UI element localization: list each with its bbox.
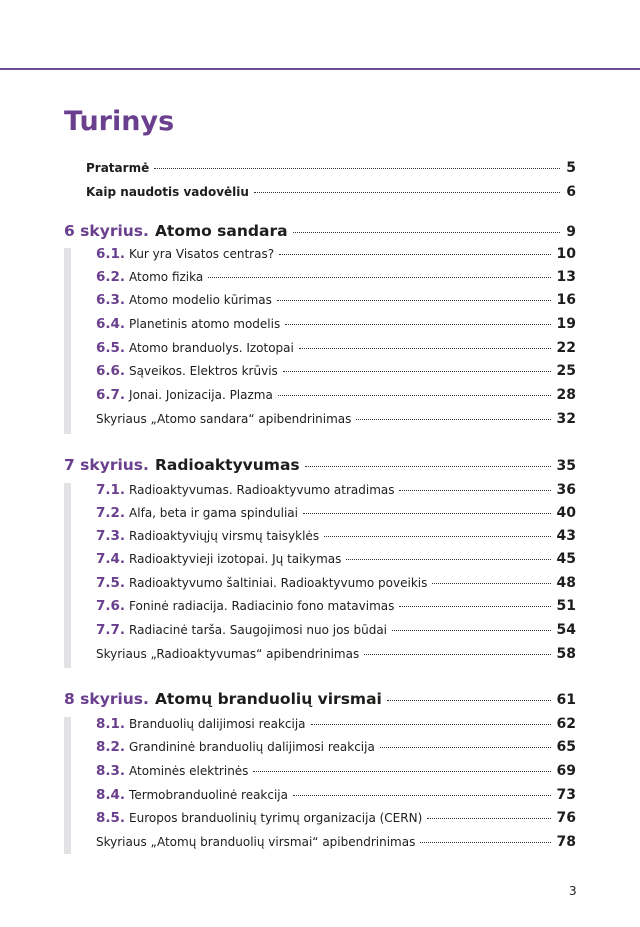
toc-chapter-6[interactable] (64, 222, 576, 240)
dot-leader (303, 513, 551, 514)
section-label: Radioaktyviųjų virsmų taisyklės (129, 529, 320, 543)
page-number: 9 (566, 224, 576, 240)
dot-leader (420, 842, 550, 843)
section-number: 6.1. (96, 246, 126, 262)
section-number: 6.5. (96, 340, 126, 356)
section-number: 7.2. (96, 505, 126, 521)
page-number: 54 (556, 622, 576, 638)
section-label: Atomo fizika (129, 270, 204, 284)
dot-leader (392, 630, 551, 631)
toc-section[interactable] (96, 340, 576, 356)
page-number: 16 (556, 292, 576, 308)
toc-section[interactable] (96, 716, 576, 732)
entry-label: Pratarmė (86, 161, 150, 175)
section-label: Radioaktyvieji izotopai. Jų taikymas (129, 552, 342, 566)
page-number: 6 (566, 184, 576, 200)
dot-leader (364, 654, 550, 655)
page-number: 48 (556, 575, 576, 591)
toc-section[interactable] (96, 246, 576, 262)
dot-leader (253, 771, 550, 772)
dot-leader (278, 395, 551, 396)
page-number: 35 (556, 458, 576, 474)
dot-leader (346, 559, 550, 560)
chapter-number: 6 skyrius. (64, 222, 149, 240)
chapter-title: Radioaktyvumas (154, 456, 300, 474)
dot-leader (285, 324, 550, 325)
page-title: Turinys (64, 106, 175, 137)
section-number: 7.5. (96, 575, 126, 591)
chapter-number: 8 skyrius. (64, 690, 149, 708)
page-number: 51 (556, 598, 576, 614)
dot-leader (427, 818, 550, 819)
toc-entry-how-to-use[interactable] (86, 184, 576, 200)
section-number: 8.1. (96, 716, 126, 732)
footer-page-number: 3 (569, 884, 577, 898)
toc-section[interactable] (96, 739, 576, 755)
page-number: 13 (556, 269, 576, 285)
summary-label: Skyriaus „Radioaktyvumas“ apibendrinimas (96, 647, 360, 661)
section-number: 7.4. (96, 551, 126, 567)
toc-section[interactable] (96, 787, 576, 803)
section-number: 6.2. (96, 269, 126, 285)
section-label: Radioaktyvumo šaltiniai. Radioaktyvumo poveikis (129, 576, 428, 590)
toc-section[interactable] (96, 505, 576, 521)
dot-leader (399, 606, 550, 607)
entry-label: Kaip naudotis vadovėliu (86, 185, 249, 199)
toc-section[interactable] (96, 387, 576, 403)
section-number: 7.7. (96, 622, 126, 638)
section-number: 7.1. (96, 482, 126, 498)
toc-section[interactable] (96, 528, 576, 544)
chapter-title: Atomo sandara (154, 222, 288, 240)
dot-leader (283, 371, 551, 372)
dot-leader (311, 724, 551, 725)
section-number: 8.4. (96, 787, 126, 803)
section-label: Europos branduolinių tyrimų organizacija (CERN) (129, 811, 423, 825)
page-number: 28 (556, 387, 576, 403)
page-number: 22 (556, 340, 576, 356)
section-label: Termobranduolinė reakcija (129, 788, 288, 802)
section-number: 8.3. (96, 763, 126, 779)
section-label: Kur yra Visatos centras? (129, 247, 275, 261)
page-number: 43 (556, 528, 576, 544)
page-number: 78 (556, 834, 576, 850)
dot-leader (305, 466, 551, 467)
dot-leader (293, 795, 551, 796)
section-number: 6.7. (96, 387, 126, 403)
page-number: 58 (556, 646, 576, 662)
section-label: Sąveikos. Elektros krūvis (129, 364, 278, 378)
chapter-6-sidebar-bar (64, 248, 71, 434)
toc-section[interactable] (96, 810, 576, 826)
page-number: 65 (556, 739, 576, 755)
toc-section[interactable] (96, 363, 576, 379)
dot-leader (277, 300, 551, 301)
section-number: 6.6. (96, 363, 126, 379)
dot-leader (154, 168, 560, 169)
section-label: Planetinis atomo modelis (129, 317, 281, 331)
chapter-title: Atomų branduolių virsmai (154, 690, 382, 708)
dot-leader (293, 232, 561, 233)
page-number: 69 (556, 763, 576, 779)
section-number: 8.2. (96, 739, 126, 755)
page-number: 73 (556, 787, 576, 803)
top-rule (0, 68, 640, 70)
toc-section[interactable] (96, 763, 576, 779)
dot-leader (432, 583, 550, 584)
section-label: Alfa, beta ir gama spinduliai (129, 506, 298, 520)
section-number: 7.6. (96, 598, 126, 614)
section-label: Radioaktyvumas. Radioaktyvumo atradimas (129, 483, 395, 497)
toc-section[interactable] (96, 269, 576, 285)
section-label: Foninė radiacija. Radiacinio fono matavimas (129, 599, 395, 613)
chapter-number: 7 skyrius. (64, 456, 149, 474)
toc-chapter-7[interactable] (64, 456, 576, 474)
dot-leader (254, 192, 560, 193)
dot-leader (399, 490, 550, 491)
section-number: 6.3. (96, 292, 126, 308)
section-label: Grandininė branduolių dalijimosi reakcija (129, 740, 375, 754)
page-number: 76 (556, 810, 576, 826)
dot-leader (324, 536, 550, 537)
dot-leader (380, 747, 551, 748)
toc-section[interactable] (96, 316, 576, 332)
section-number: 7.3. (96, 528, 126, 544)
toc-chapter-summary[interactable] (96, 834, 576, 850)
dot-leader (208, 277, 550, 278)
page-number: 62 (556, 716, 576, 732)
page-number: 25 (556, 363, 576, 379)
section-label: Jonai. Jonizacija. Plazma (129, 388, 273, 402)
dot-leader (299, 348, 551, 349)
section-number: 8.5. (96, 810, 126, 826)
chapter-7-sidebar-bar (64, 483, 71, 668)
dot-leader (387, 700, 551, 701)
toc-section[interactable] (96, 598, 576, 614)
toc-section[interactable] (96, 292, 576, 308)
toc-section[interactable] (96, 622, 576, 638)
section-number: 6.4. (96, 316, 126, 332)
page-number: 45 (556, 551, 576, 567)
section-label: Branduolių dalijimosi reakcija (129, 717, 306, 731)
dot-leader (356, 419, 550, 420)
section-label: Atomo branduolys. Izotopai (129, 341, 294, 355)
section-label: Radiacinė tarša. Saugojimosi nuo jos būdai (129, 623, 388, 637)
page-number: 10 (556, 246, 576, 262)
page-number: 61 (556, 692, 576, 708)
page-number: 32 (556, 411, 576, 427)
chapter-8-sidebar-bar (64, 717, 71, 854)
toc-section[interactable] (96, 482, 576, 498)
toc-section[interactable] (96, 575, 576, 591)
summary-label: Skyriaus „Atomo sandara“ apibendrinimas (96, 412, 352, 426)
toc-section[interactable] (96, 551, 576, 567)
summary-label: Skyriaus „Atomų branduolių virsmai“ apibendrinimas (96, 835, 416, 849)
page-number: 40 (556, 505, 576, 521)
section-label: Atomo modelio kūrimas (129, 293, 272, 307)
toc-chapter-summary[interactable] (96, 411, 576, 427)
toc-chapter-summary[interactable] (96, 646, 576, 662)
section-label: Atominės elektrinės (129, 764, 249, 778)
toc-chapter-8[interactable] (64, 690, 576, 708)
dot-leader (279, 254, 550, 255)
page-number: 36 (556, 482, 576, 498)
toc-entry-preface[interactable] (86, 160, 576, 176)
page-number: 5 (566, 160, 576, 176)
page-number: 19 (556, 316, 576, 332)
